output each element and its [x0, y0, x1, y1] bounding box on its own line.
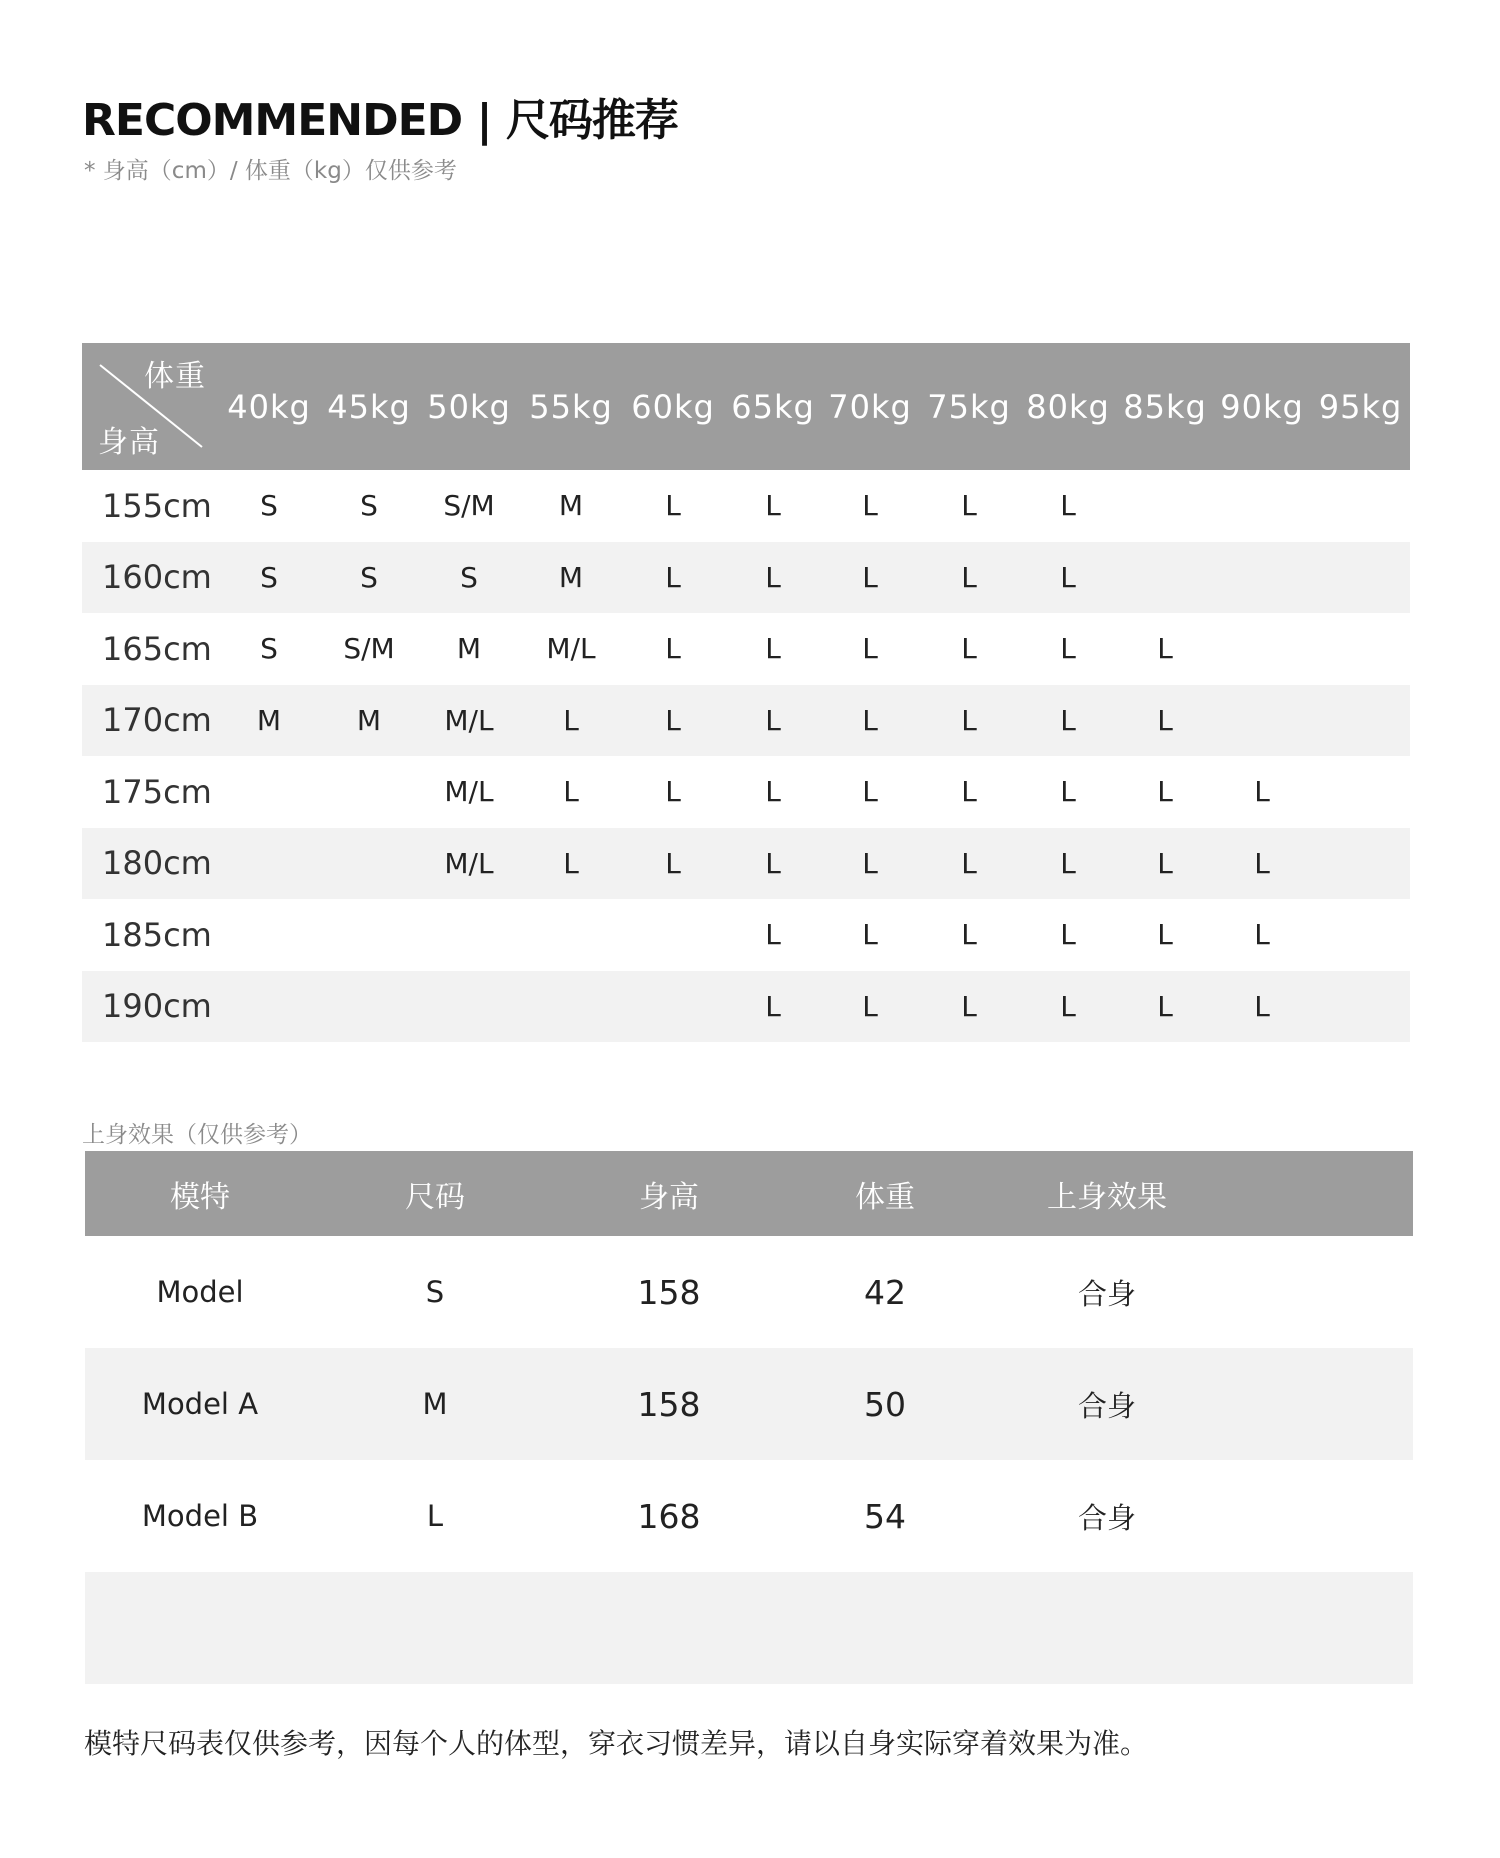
empty-cell [1227, 1460, 1413, 1572]
size-cell: S [260, 560, 278, 594]
size-cell: M [356, 703, 382, 737]
size-table-row [82, 685, 1410, 757]
weight-column-header: 75kg [927, 387, 1011, 426]
size-cell: L [961, 775, 977, 809]
size-cell [417, 899, 521, 971]
size-cell: L [665, 632, 681, 666]
size-cell [1213, 613, 1311, 685]
size-cell: L [665, 489, 681, 523]
size-cell: L [765, 489, 781, 523]
size-cell: L [665, 703, 681, 737]
model-table-row [85, 1348, 1413, 1460]
size-cell: L [1157, 918, 1173, 952]
model-column-header: 模特 [170, 1179, 230, 1215]
size-cell [1117, 470, 1213, 542]
size-cell: L [1157, 703, 1173, 737]
size-cell: L [961, 703, 977, 737]
size-table-row [82, 756, 1410, 828]
size-cell: L [665, 846, 681, 880]
size-cell: L [1060, 846, 1076, 880]
size-cell [1311, 971, 1410, 1043]
size-cell [1213, 470, 1311, 542]
height-row-label: 180cm [102, 844, 212, 883]
size-table-row [82, 470, 1410, 542]
size-cell [1311, 470, 1410, 542]
size-cell: L [1060, 775, 1076, 809]
size-cell [217, 828, 321, 900]
model-fit-table [85, 1151, 1413, 1684]
weight-column-header: 80kg [1026, 387, 1110, 426]
model-height-cell: 168 [637, 1496, 701, 1536]
height-row-label: 160cm [102, 558, 212, 597]
size-cell [1311, 685, 1410, 757]
size-cell: L [1060, 703, 1076, 737]
size-cell: L [1060, 489, 1076, 523]
height-row-label: 185cm [102, 915, 212, 954]
size-cell: M [558, 560, 584, 594]
size-cell [321, 756, 417, 828]
size-cell: L [961, 918, 977, 952]
size-cell: L [862, 703, 878, 737]
size-cell: L [563, 775, 579, 809]
weight-column-header: 70kg [828, 387, 912, 426]
size-cell: L [862, 489, 878, 523]
size-cell [521, 899, 621, 971]
size-cell [1311, 756, 1410, 828]
size-cell: L [1254, 989, 1270, 1023]
model-height-cell: 158 [637, 1272, 701, 1312]
size-cell: L [961, 632, 977, 666]
corner-header-cell [82, 343, 217, 470]
size-cell [217, 899, 321, 971]
model-fit-cell [987, 1572, 1227, 1684]
empty-header-cell [1227, 1151, 1413, 1236]
size-cell [1213, 542, 1311, 614]
size-table-header-row [82, 343, 1410, 470]
model-height-cell: 158 [637, 1384, 701, 1424]
height-row-label: 155cm [102, 486, 212, 525]
size-column-header: 尺码 [405, 1179, 465, 1215]
size-cell: L [1157, 846, 1173, 880]
size-cell [417, 971, 521, 1043]
model-weight-cell: 42 [864, 1272, 906, 1312]
size-cell: S/M [343, 632, 395, 666]
empty-cell [1227, 1236, 1413, 1348]
size-cell: L [765, 846, 781, 880]
model-name-cell: Model B [141, 1499, 259, 1533]
size-cell: S [260, 489, 278, 523]
model-weight-cell [783, 1572, 987, 1684]
model-fit-cell: 合身 [1077, 1388, 1136, 1423]
size-table-row [82, 613, 1410, 685]
model-table-row [85, 1460, 1413, 1572]
size-cell: L [765, 703, 781, 737]
size-cell [321, 899, 417, 971]
height-row-label: 170cm [102, 701, 212, 740]
size-cell: L [563, 703, 579, 737]
size-cell: L [765, 775, 781, 809]
size-table-row [82, 971, 1410, 1043]
size-table-row [82, 899, 1410, 971]
weight-column-header: 85kg [1123, 387, 1207, 426]
size-cell: L [765, 989, 781, 1023]
size-cell [1117, 542, 1213, 614]
size-cell: L [961, 846, 977, 880]
model-size-cell: L [426, 1499, 444, 1533]
size-cell: L [862, 989, 878, 1023]
model-size-cell [315, 1572, 555, 1684]
size-cell: L [765, 918, 781, 952]
height-row-label: 190cm [102, 987, 212, 1026]
model-name-cell: Model A [141, 1387, 259, 1421]
size-cell: S [360, 560, 378, 594]
size-cell: L [765, 560, 781, 594]
height-column-header: 身高 [639, 1179, 699, 1215]
height-row-label: 165cm [102, 629, 212, 668]
size-cell: L [961, 560, 977, 594]
size-cell: M [256, 703, 282, 737]
size-cell: S [460, 560, 478, 594]
size-cell: M [456, 632, 482, 666]
weight-column-header: 55kg [529, 387, 613, 426]
size-table-row [82, 828, 1410, 900]
size-cell: L [665, 775, 681, 809]
size-cell: L [1060, 918, 1076, 952]
size-cell: S/M [443, 489, 495, 523]
model-height-cell [555, 1572, 783, 1684]
footnote: 模特尺码表仅供参考，因每个人的体型，穿衣习惯差异，请以自身实际穿着效果为准。 [84, 1727, 1149, 1760]
weight-column-header: 65kg [731, 387, 815, 426]
model-section-label: 上身效果（仅供参考） [82, 1122, 312, 1148]
size-cell [521, 971, 621, 1043]
size-cell: M [558, 489, 584, 523]
weight-column-header: 95kg [1318, 387, 1403, 426]
size-cell: L [862, 775, 878, 809]
empty-cell [1227, 1348, 1413, 1460]
model-weight-cell: 54 [864, 1496, 906, 1536]
model-table-row [85, 1236, 1413, 1348]
size-table-row [82, 542, 1410, 614]
model-size-cell: S [425, 1275, 445, 1309]
size-cell [1213, 685, 1311, 757]
model-table-header-row [85, 1151, 1413, 1236]
size-cell: L [862, 918, 878, 952]
size-cell [321, 828, 417, 900]
size-cell [1311, 613, 1410, 685]
size-cell: M/L [546, 632, 596, 666]
size-cell [1311, 828, 1410, 900]
size-cell [1311, 542, 1410, 614]
size-cell: M/L [444, 775, 494, 809]
size-cell: L [1060, 632, 1076, 666]
weight-axis-label: 体重 [144, 359, 206, 394]
size-cell [621, 971, 725, 1043]
size-cell [321, 971, 417, 1043]
size-cell [1311, 899, 1410, 971]
page-subtitle: * 身高（cm）/ 体重（kg）仅供参考 [84, 158, 457, 184]
model-name-cell [85, 1572, 315, 1684]
weight-column-header: 50kg [427, 387, 511, 426]
size-cell: L [1254, 918, 1270, 952]
page-title: RECOMMENDED | 尺码推荐 [82, 95, 678, 146]
size-cell: S [260, 632, 278, 666]
size-cell: L [765, 632, 781, 666]
fit-column-header: 上身效果 [1047, 1179, 1167, 1215]
size-cell: S [360, 489, 378, 523]
size-cell: L [862, 846, 878, 880]
size-cell: L [1254, 775, 1270, 809]
weight-column-header: 60kg [631, 387, 715, 426]
size-cell [621, 899, 725, 971]
model-table-row [85, 1572, 1413, 1684]
size-cell: L [1254, 846, 1270, 880]
size-recommendation-table [82, 343, 1410, 1042]
size-cell: L [1060, 989, 1076, 1023]
model-weight-cell: 50 [864, 1384, 906, 1424]
size-cell: L [1157, 989, 1173, 1023]
empty-cell [1227, 1572, 1413, 1684]
size-cell: L [1157, 632, 1173, 666]
weight-column-header: 90kg [1220, 387, 1304, 426]
size-cell: M/L [444, 703, 494, 737]
size-cell: L [862, 560, 878, 594]
size-cell [217, 756, 321, 828]
size-cell: L [563, 846, 579, 880]
weight-column-header: 体重 [855, 1179, 915, 1215]
model-size-cell: M [422, 1387, 448, 1421]
height-row-label: 175cm [102, 772, 212, 811]
weight-column-header: 40kg [227, 387, 311, 426]
size-cell: L [961, 489, 977, 523]
size-cell: L [665, 560, 681, 594]
size-cell: L [961, 989, 977, 1023]
weight-column-header: 45kg [327, 387, 411, 426]
size-cell: L [1157, 775, 1173, 809]
size-cell: M/L [444, 846, 494, 880]
size-cell [217, 971, 321, 1043]
height-axis-label: 身高 [98, 425, 160, 460]
model-fit-cell: 合身 [1077, 1500, 1136, 1535]
model-fit-cell: 合身 [1077, 1276, 1136, 1311]
size-cell: L [862, 632, 878, 666]
model-name-cell: Model [156, 1275, 244, 1309]
size-cell: L [1060, 560, 1076, 594]
